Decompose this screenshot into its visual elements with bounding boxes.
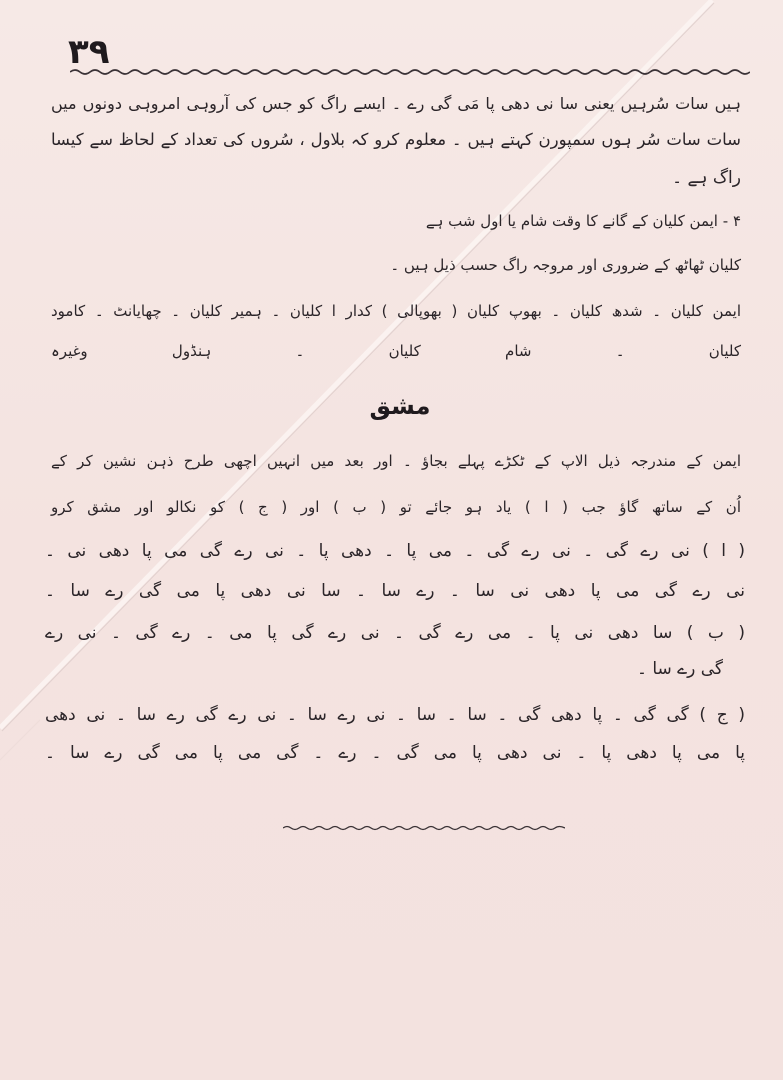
paragraph1-line-2: سات سات سُر ہوں سمپورن کہتے ہیں ۔ معلوم کرو کہ بلاول ، سُروں کی تعداد کے لحاظ سے کیسا xyxy=(51,130,741,149)
page-number: ۳۹ xyxy=(68,32,110,72)
item4-line-3: ایمن کلیان ۔ شدھ کلیان ۔ بھوپ کلیان ( بھوپالی ) کدار ا کلیان ۔ ہمیر کلیان ۔ چھایانٹ ۔ کامود xyxy=(51,302,741,320)
item4-line-2: کلیان ٹھاٹھ کے ضروری اور مروجہ راگ حسب ذیل ہیں ۔ xyxy=(390,256,741,274)
exercise-line-5: ( ج ) گی گی ۔ پا دھی گی ۔ سا ۔ سا ۔ نی رے سا ۔ نی رے گی رے سا ۔ نی دھی xyxy=(45,705,745,725)
paragraph1-line-3: راگ ہے ۔ xyxy=(672,168,741,188)
exercise-line-6: پا می پا دھی پا ۔ نی دھی پا می گی ۔ رے ۔ گی می پا می گی رے سا ۔ xyxy=(45,743,745,763)
intro-line-1: ایمن کے مندرجہ ذیل الاپ کے ٹکڑے پہلے بجاؤ ۔ اور بعد میں انہیں اچھی طرح ذہن نشین کر کے xyxy=(51,452,741,470)
exercise-line-3: ( ب ) سا دھی نی پا ۔ می رے گی ۔ نی رے گی پا می ۔ رے گی ۔ نی رے xyxy=(45,623,745,643)
intro-line-2: اُن کے ساتھ گاؤ جب ( ا ) یاد ہو جائے تو ( ب ) اور ( ج ) کو نکالو اور مشق کرو xyxy=(51,498,741,516)
bottom-wavy-rule xyxy=(283,824,565,832)
item4-line-4: کلیان ۔ شام کلیان ۔ ہنڈول وغیرہ xyxy=(51,342,741,360)
section-heading: مشق xyxy=(369,392,431,420)
item4-line-1: ۴ - ایمن کلیان کے گانے کا وقت شام یا اول شب ہے xyxy=(425,212,741,230)
paragraph1-line-1: ہیں سات سُرہیں یعنی سا نی دھی پا مَی گی رے ۔ ایسے راگ کو جس کی آروہی امروہی دونوں میں xyxy=(51,94,741,113)
exercise-line-2: نی رے گی می پا دھی نی سا ۔ رے سا ۔ سا نی دھی پا می گی رے سا ۔ xyxy=(45,581,745,601)
top-wavy-rule xyxy=(70,66,750,78)
exercise-line-4: گی رے سا ۔ xyxy=(636,659,723,679)
exercise-line-1: ( ا ) نی رے گی ۔ نی رے گی ۔ می پا ۔ دھی پا ۔ نی رے گی می پا دھی نی ۔ xyxy=(45,541,745,561)
